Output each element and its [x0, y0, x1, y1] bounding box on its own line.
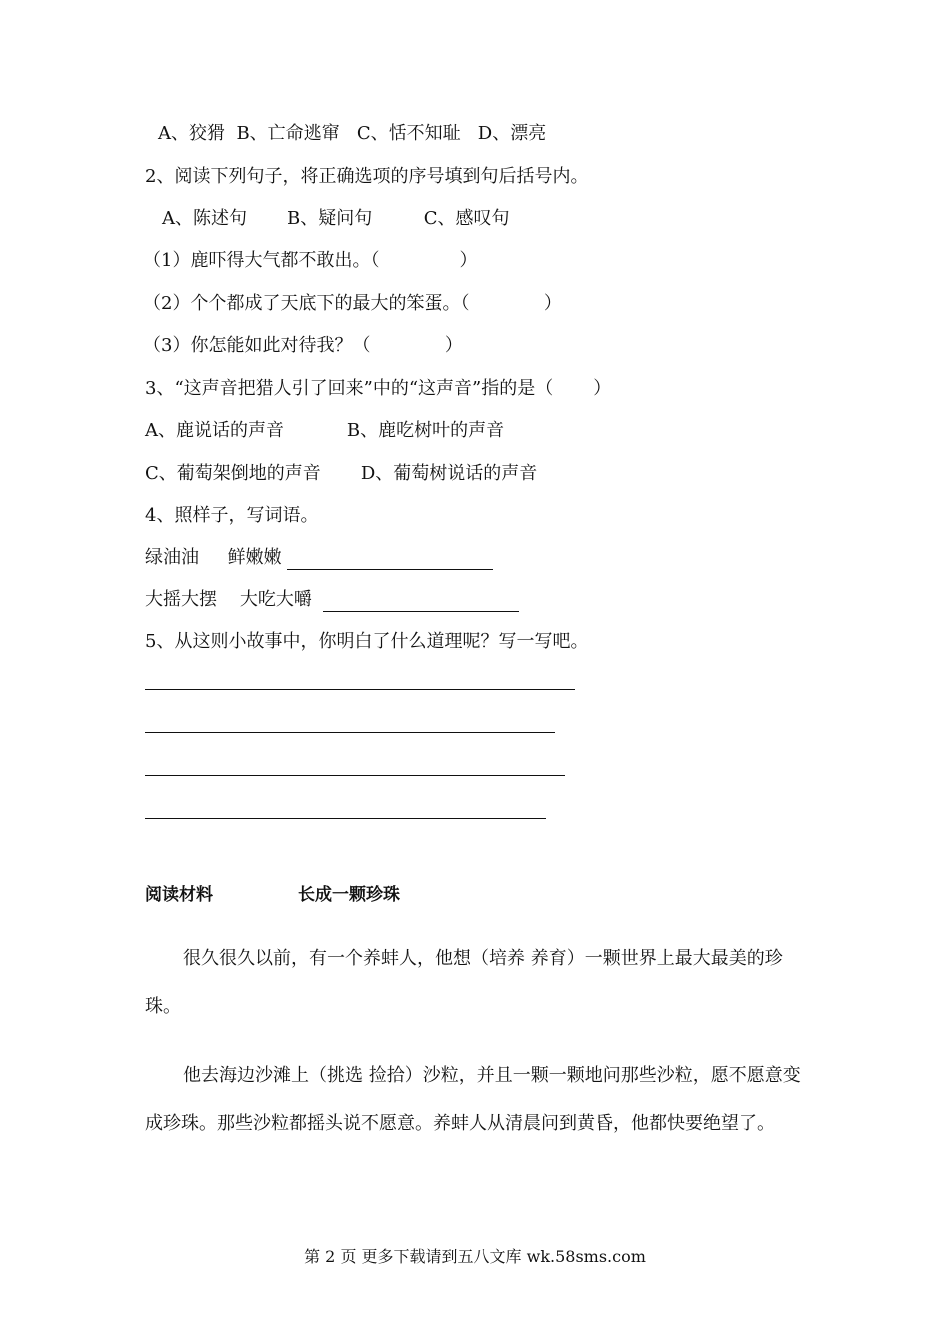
q3-options-row-1: A、鹿说话的声音 B、鹿吃树叶的声音 — [145, 420, 505, 441]
page-footer: 第 2 页 更多下载请到五八文库 wk.58sms.com — [304, 1247, 646, 1266]
reading-title: 长成一颗珍珠 — [298, 885, 400, 905]
q4-answer-blank-1[interactable] — [287, 549, 493, 570]
q2-prompt: 2、阅读下列句子，将正确选项的序号填到句后括号内。 — [145, 166, 589, 187]
q5-answer-line-3[interactable] — [145, 775, 565, 776]
q4-example-1-text: 绿油油 鲜嫩嫩 — [145, 547, 288, 568]
q5-answer-line-2[interactable] — [145, 732, 555, 733]
reading-paragraph-1: 很久很久以前，有一个养蚌人，他想（培养 养育）一颗世界上最大最美的珍珠。 — [145, 948, 783, 1017]
q4-example-1 — [145, 546, 493, 570]
q2-item-3: （3）你怎能如此对待我？（ ） — [143, 335, 463, 356]
q1-options: A、狡猾 B、亡命逃窜 C、恬不知耻 D、漂亮 — [158, 123, 547, 144]
q2-item-2: （2）个个都成了天底下的最大的笨蛋。（ ） — [143, 293, 562, 314]
reading-paragraph-2: 他去海边沙滩上（挑选 捡拾）沙粒，并且一颗一颗地问那些沙粒，愿不愿意变成珍珠。那些沙粒都摇头说不愿意。养蚌人从清晨问到黄昏，他都快要绝望了。 — [145, 1065, 801, 1134]
q4-prompt: 4、照样子，写词语。 — [145, 505, 319, 526]
q5-prompt: 5、从这则小故事中，你明白了什么道理呢？写一写吧。 — [145, 631, 589, 652]
q4-example-2 — [145, 588, 519, 612]
q5-answer-line-4[interactable] — [145, 818, 546, 819]
q3-options-row-2: C、葡萄架倒地的声音 D、葡萄树说话的声音 — [145, 463, 538, 484]
q5-answer-line-1[interactable] — [145, 689, 575, 690]
q2-options: A、陈述句 B、疑问句 C、感叹句 — [162, 208, 510, 229]
q4-answer-blank-2[interactable] — [323, 591, 519, 612]
q3-prompt: 3、“这声音把猎人引了回来”中的“这声音”指的是（ ） — [145, 378, 612, 399]
reading-label: 阅读材料 — [145, 885, 213, 905]
q4-example-2-text: 大摇大摆 大吃大嚼 — [145, 589, 324, 610]
q2-item-1: （1）鹿吓得大气都不敢出。（ ） — [143, 250, 478, 271]
